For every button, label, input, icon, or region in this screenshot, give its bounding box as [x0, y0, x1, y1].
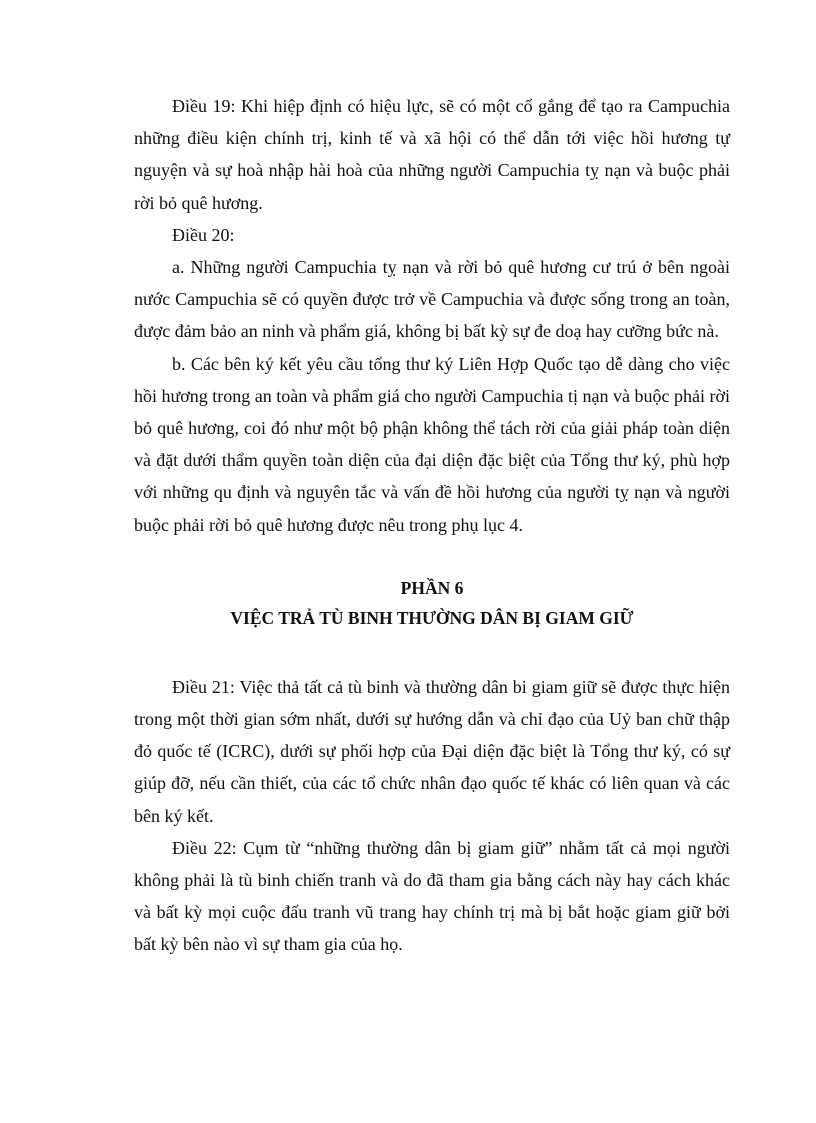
article-22: Điều 22: Cụm từ “những thường dân bị giam giữ” nhằm tất cả mọi người không phải là tù binh chiến tranh và do đã tham gia bằng cách này hay cách khác và bất kỳ mọi cuộc đấu tranh vũ trang hay chính trị mà bị bắt hoặc giam giữ bởi bất kỳ bên nào vì sự tham gia của họ.: [134, 837, 730, 955]
document-body: [134, 90, 730, 961]
article-20-clause-b: b. Các bên ký kết yêu cầu tổng thư ký Liên Hợp Quốc tạo dễ dàng cho việc hồi hương trong an toàn và phẩm giá cho người Campuchia tị nạn và buộc phải rời bỏ quê hương, coi đó như một bộ phận không thể tách rời của giải pháp toàn diện và đặt dưới thẩm quyền toàn diện của đại diện đặc biệt của Tổng thư ký, phù hợp với những qu định và nguyên tắc và vấn đề hồi hương của người tỵ nạn và người buộc phải rời bỏ quê hương được nêu trong phụ lục 4.: [134, 353, 730, 535]
section-heading-block: [134, 573, 730, 633]
article-19: Điều 19: Khi hiệp định có hiệu lực, sẽ có một cố gắng để tạo ra Campuchia những điều kiện chính trị, kinh tế và xã hội có thể dẫn tới việc hồi hương tự nguyện và sự hoà nhập hài hoà của những người Campuchia tỵ nạn và buộc phải rời bỏ quê hương.: [134, 96, 730, 213]
article-20-clause-a: a. Những người Campuchia tỵ nạn và rời bỏ quê hương cư trú ở bên ngoài nước Campuchia sẽ có quyền được trở về Campuchia và được sống trong an toàn, được đảm bảo an ninh và phẩm giá, không bị bất kỳ sự đe doạ hay cưỡng bức nà.: [134, 257, 730, 342]
section-title: VIỆC TRẢ TÙ BINH THƯỜNG DÂN BỊ GIAM GIỮ: [230, 607, 634, 628]
article-21: Điều 21: Việc thả tất cả tù binh và thường dân bi giam giữ sẽ được thực hiện trong một thời gian sớm nhất, dưới sự hướng dẫn và chỉ đạo của Uỷ ban chữ thập đỏ quốc tế (ICRC), dưới sự phối hợp của Đại diện đặc biệt là Tổng thư ký, có sự giúp đỡ, nếu cần thiết, của các tổ chức nhân đạo quốc tế khác có liên quan và các bên ký kết.: [134, 676, 730, 826]
article-20-heading: Điều 20:: [172, 224, 235, 245]
section-number: PHẦN 6: [400, 577, 464, 598]
